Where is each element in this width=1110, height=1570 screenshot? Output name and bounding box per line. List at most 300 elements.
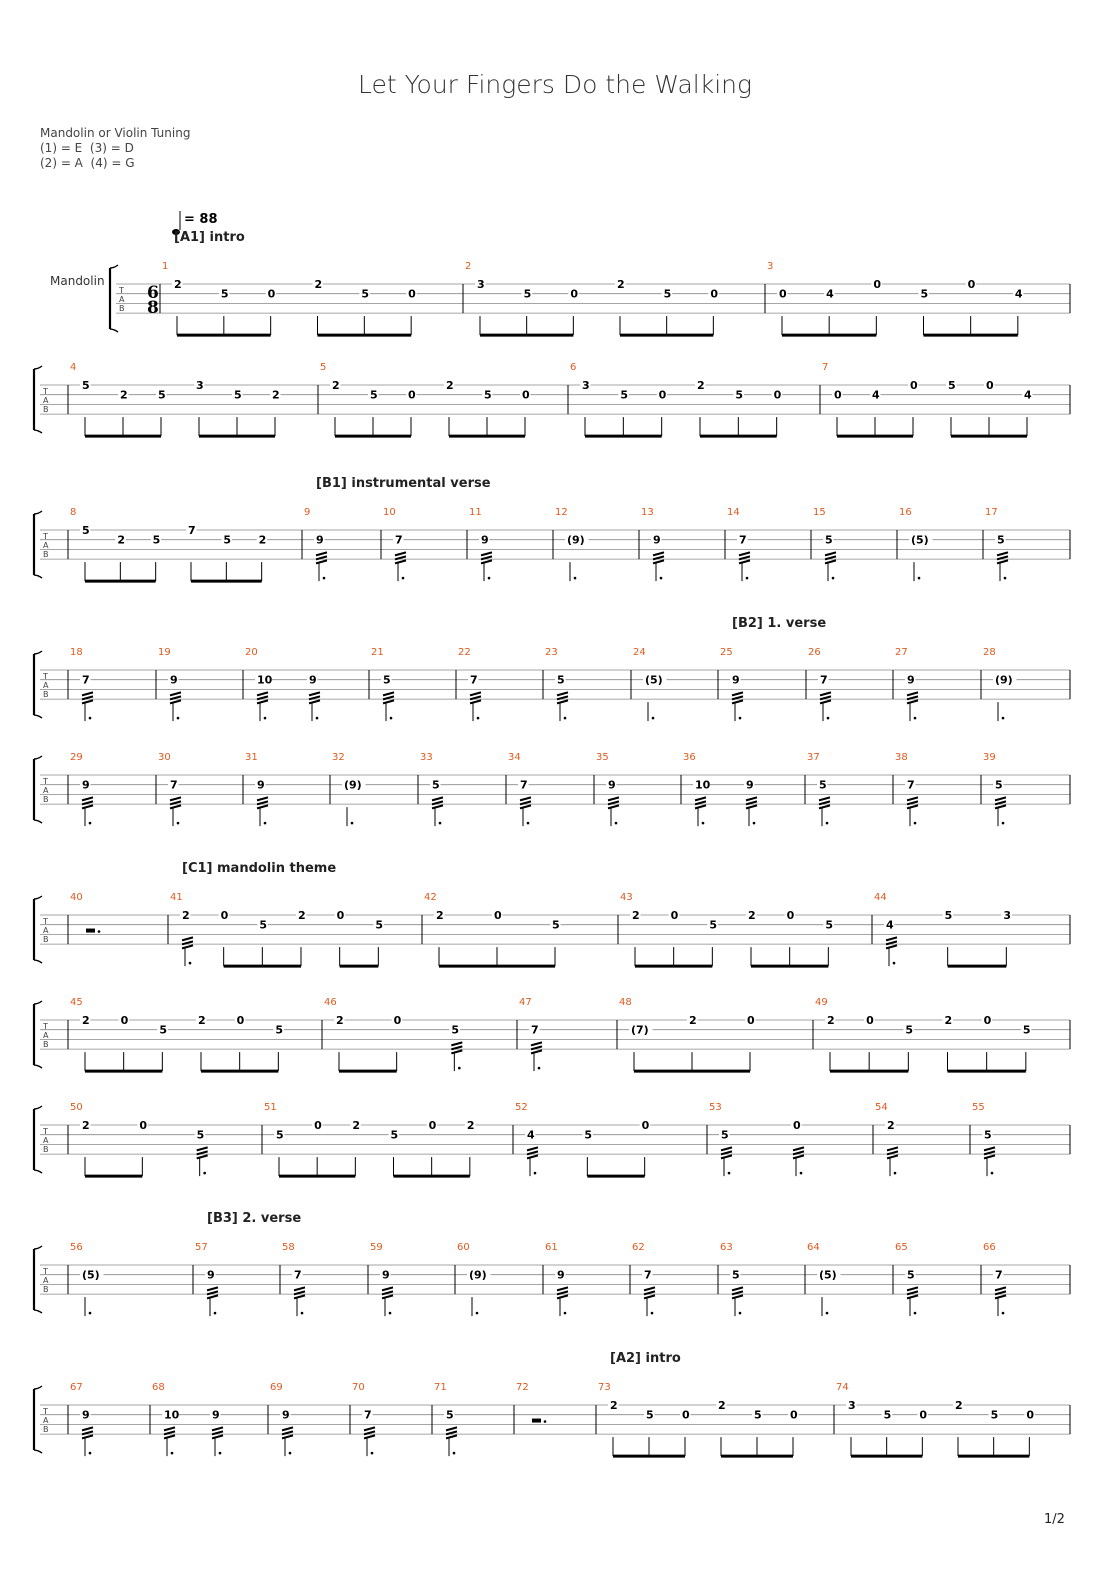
measure-number: 61 <box>545 1242 558 1253</box>
fret-number: 5 <box>1022 1023 1031 1037</box>
system-bracket-hook <box>34 366 42 433</box>
fret-number: 0 <box>1026 1408 1034 1422</box>
fret-number: 0 <box>494 909 502 922</box>
fret-number: 0 <box>236 1014 245 1027</box>
fret-number: 9 <box>82 778 90 792</box>
tremolo-stroke <box>309 692 320 695</box>
measure-number: 7 <box>822 362 829 373</box>
song-title: Let Your Fingers Do the Walking <box>357 70 753 99</box>
duration-dot <box>739 1312 742 1315</box>
tremolo-stroke <box>907 1287 918 1290</box>
fret-number: 4 <box>1014 287 1023 301</box>
duration-dot <box>89 1312 92 1315</box>
fret-number: 0 <box>793 1119 801 1132</box>
duration-dot <box>177 822 180 825</box>
tab-clef-letter: A <box>43 1416 49 1425</box>
fret-number: (5) <box>645 673 663 687</box>
fret-number: 5 <box>275 1023 283 1037</box>
fret-number: 0 <box>786 909 795 922</box>
fret-number: 5 <box>984 1128 992 1142</box>
fret-number: 0 <box>747 1014 755 1027</box>
tremolo-stroke <box>82 1427 93 1430</box>
duration-dot <box>651 1312 654 1315</box>
measure-number: 12 <box>555 507 568 518</box>
duration-dot <box>991 1172 994 1175</box>
fret-number: 9 <box>316 533 324 547</box>
measure-number: 48 <box>619 997 632 1008</box>
fret-number: 7 <box>364 1408 372 1422</box>
measure-number: 27 <box>895 647 908 658</box>
fret-number: 5 <box>883 1408 892 1422</box>
fret-number: 9 <box>481 533 489 547</box>
duration-dot <box>914 822 917 825</box>
fret-number: 7 <box>82 673 90 687</box>
duration-dot <box>264 717 267 720</box>
tab-clef-letter: B <box>43 795 49 804</box>
tremolo-stroke <box>531 1050 542 1053</box>
tremolo-stroke <box>82 692 93 695</box>
measure-number: 58 <box>282 1242 295 1253</box>
section-label: [A2] intro <box>610 1351 681 1366</box>
measure-number: 29 <box>70 752 83 763</box>
measure-number: 57 <box>195 1242 208 1253</box>
measure-number: 54 <box>875 1102 888 1113</box>
measure-number: 18 <box>70 647 83 658</box>
tremolo-stroke <box>82 1435 93 1438</box>
measure-number: 74 <box>836 1382 849 1393</box>
tremolo-stroke <box>793 1155 804 1158</box>
measure-number: 59 <box>370 1242 383 1253</box>
tab-clef-letter: A <box>43 541 49 550</box>
fret-number: 0 <box>866 1014 874 1027</box>
duration-dot <box>615 822 618 825</box>
tremolo-stroke <box>82 700 93 703</box>
measure-number: 10 <box>383 507 396 518</box>
section-label: [A1] intro <box>174 230 245 245</box>
duration-dot <box>746 577 749 580</box>
fret-number: 2 <box>887 1119 895 1132</box>
tab-clef-letter: B <box>43 405 49 414</box>
measure-number: 69 <box>270 1382 283 1393</box>
tremolo-stroke <box>732 700 743 703</box>
duration-dot <box>89 822 92 825</box>
tremolo-stroke <box>997 552 1008 555</box>
duration-dot <box>458 1067 461 1070</box>
fret-number: 7 <box>470 673 478 687</box>
measure-number: 32 <box>332 752 345 763</box>
duration-dot <box>800 1172 803 1175</box>
tremolo-stroke <box>825 552 836 555</box>
measure-number: 72 <box>516 1382 529 1393</box>
fret-number: 5 <box>159 1023 167 1037</box>
duration-dot <box>914 1312 917 1315</box>
fret-number: 2 <box>332 379 340 392</box>
measure-number: 43 <box>620 892 633 903</box>
duration-dot <box>826 1312 829 1315</box>
measure-number: 38 <box>895 752 908 763</box>
system-bracket-hook <box>34 756 42 823</box>
tremolo-stroke <box>907 700 918 703</box>
duration-dot <box>894 1172 897 1175</box>
fret-number: 5 <box>948 379 956 392</box>
fret-number: 2 <box>352 1119 360 1132</box>
fret-number: 0 <box>408 388 416 402</box>
duration-dot <box>219 1452 222 1455</box>
fret-number: 5 <box>82 524 90 537</box>
fret-number: (9) <box>995 673 1013 687</box>
fret-number: 4 <box>886 918 894 932</box>
tremolo-stroke <box>527 1147 538 1150</box>
system-bracket-hook <box>34 511 42 578</box>
fret-number: 5 <box>432 778 440 792</box>
tremolo-stroke <box>984 1147 995 1150</box>
tremolo-stroke <box>644 1295 655 1298</box>
fret-number: 0 <box>658 388 667 402</box>
measure-number: 63 <box>720 1242 733 1253</box>
fret-number: (9) <box>567 533 585 547</box>
fret-number: 7 <box>294 1268 302 1282</box>
fret-number: 3 <box>582 379 590 392</box>
duration-dot <box>652 717 655 720</box>
measure-number: 24 <box>633 647 646 658</box>
measure-number: 8 <box>70 507 77 518</box>
system-bracket-hook <box>34 651 42 718</box>
measure-number: 45 <box>70 997 83 1008</box>
measure-number: 68 <box>152 1382 165 1393</box>
duration-dot <box>389 1312 392 1315</box>
rest-dot <box>544 1420 547 1423</box>
tremolo-stroke <box>793 1147 804 1150</box>
fret-number: 5 <box>276 1128 284 1142</box>
tremolo-stroke <box>825 560 836 563</box>
fret-number: 3 <box>1003 909 1011 922</box>
measure-number: 65 <box>895 1242 908 1253</box>
fret-number: 9 <box>907 673 915 687</box>
tremolo-stroke <box>197 1155 208 1158</box>
tremolo-stroke <box>395 552 406 555</box>
duration-dot <box>453 1452 456 1455</box>
fret-number: 9 <box>309 673 317 687</box>
tremolo-stroke <box>887 1155 898 1158</box>
fret-number: 5 <box>754 1408 762 1422</box>
measure-number: 17 <box>985 507 998 518</box>
tremolo-stroke <box>819 805 830 808</box>
fret-number: 5 <box>82 379 90 392</box>
measure-number: 28 <box>983 647 996 658</box>
fret-number: 7 <box>520 778 528 792</box>
measure-number: 50 <box>70 1102 83 1113</box>
fret-number: 0 <box>120 1014 129 1027</box>
tremolo-stroke <box>732 1287 743 1290</box>
duration-dot <box>316 717 319 720</box>
fret-number: 5 <box>220 287 229 301</box>
fret-number: 2 <box>174 278 182 291</box>
fret-number: 0 <box>670 909 679 922</box>
tremolo-stroke <box>207 1287 218 1290</box>
fret-number: 5 <box>383 673 391 687</box>
measure-number: 1 <box>162 261 169 272</box>
tremolo-stroke <box>446 1435 457 1438</box>
fret-number: 2 <box>82 1119 90 1132</box>
fret-number: 0 <box>910 379 918 392</box>
fret-number: 5 <box>732 1268 740 1282</box>
fret-number: 2 <box>610 1399 618 1412</box>
tab-clef-letter: B <box>43 1145 49 1154</box>
measure-number: 49 <box>815 997 828 1008</box>
fret-number: 5 <box>375 918 383 932</box>
fret-number: 5 <box>234 388 242 402</box>
page-number: 1/2 <box>1044 1512 1065 1527</box>
measure-number: 30 <box>158 752 171 763</box>
fret-number: 2 <box>117 533 125 547</box>
measure-number: 51 <box>264 1102 277 1113</box>
tab-clef-letter: B <box>43 935 49 944</box>
measure-number: 13 <box>641 507 654 518</box>
tremolo-stroke <box>164 1435 175 1438</box>
fret-number: 2 <box>436 909 444 922</box>
fret-number: 5 <box>523 287 532 301</box>
measure-number: 36 <box>683 752 696 763</box>
tremolo-stroke <box>282 1435 293 1438</box>
fret-number: 3 <box>848 1399 856 1412</box>
tremolo-stroke <box>82 805 93 808</box>
fret-number: 2 <box>632 909 640 922</box>
system-bracket-hook <box>34 1001 42 1068</box>
half-rest <box>532 1419 541 1423</box>
tremolo-stroke <box>608 805 619 808</box>
duration-dot <box>826 822 829 825</box>
tremolo-stroke <box>170 700 181 703</box>
fret-number: 5 <box>819 778 827 792</box>
duration-dot <box>214 1312 217 1315</box>
fret-number: 0 <box>873 278 881 291</box>
duration-dot <box>189 962 192 965</box>
half-rest <box>86 929 95 933</box>
duration-dot <box>739 717 742 720</box>
fret-number: 5 <box>446 1408 454 1422</box>
measure-number: 71 <box>434 1382 447 1393</box>
fret-number: 3 <box>196 379 204 392</box>
duration-dot <box>832 577 835 580</box>
tab-clef-letter: B <box>43 1285 49 1294</box>
duration-dot <box>1002 822 1005 825</box>
tab-clef-letter: A <box>43 1276 49 1285</box>
fret-number: 10 <box>164 1408 180 1422</box>
tremolo-stroke <box>212 1427 223 1430</box>
measure-number: 20 <box>245 647 258 658</box>
measure-number: 25 <box>720 647 733 658</box>
fret-number: 4 <box>1024 388 1032 402</box>
measure-number: 62 <box>632 1242 645 1253</box>
fret-number: (5) <box>82 1268 100 1282</box>
tab-clef-letter: T <box>119 286 124 295</box>
fret-number: 5 <box>620 388 628 402</box>
tremolo-stroke <box>557 692 568 695</box>
measure-number: 55 <box>972 1102 985 1113</box>
fret-number: 0 <box>779 287 787 301</box>
fret-number: 5 <box>259 918 267 932</box>
measure-number: 34 <box>508 752 521 763</box>
tremolo-stroke <box>721 1147 732 1150</box>
fret-number: 2 <box>198 1014 206 1027</box>
system-bracket-hook <box>34 1106 42 1173</box>
fret-number: 7 <box>644 1268 652 1282</box>
tremolo-stroke <box>257 797 268 800</box>
tab-clef-letter: T <box>43 387 48 396</box>
duration-dot <box>918 577 921 580</box>
fret-number: 0 <box>570 287 578 301</box>
tremolo-stroke <box>364 1427 375 1430</box>
tuning-line-2: (2) = A (4) = G <box>40 156 135 170</box>
fret-number: 0 <box>967 278 976 291</box>
fret-number: 7 <box>395 533 403 547</box>
tremolo-stroke <box>383 700 394 703</box>
fret-number: 2 <box>446 379 454 392</box>
fret-number: 9 <box>608 778 616 792</box>
tremolo-stroke <box>984 1155 995 1158</box>
fret-number: 2 <box>748 909 756 922</box>
tab-clef-letter: B <box>43 1425 49 1434</box>
tremolo-stroke <box>282 1427 293 1430</box>
fret-number: 5 <box>370 388 378 402</box>
duration-dot <box>564 717 567 720</box>
tremolo-stroke <box>520 797 531 800</box>
measure-number: 5 <box>320 362 327 373</box>
fret-number: 2 <box>258 533 267 547</box>
tremolo-stroke <box>212 1435 223 1438</box>
duration-dot <box>402 577 405 580</box>
tremolo-stroke <box>995 797 1006 800</box>
tab-clef-letter: B <box>43 550 49 559</box>
tremolo-stroke <box>364 1435 375 1438</box>
tremolo-stroke <box>257 692 268 695</box>
measure-number: 35 <box>596 752 609 763</box>
duration-dot <box>301 1312 304 1315</box>
duration-dot <box>527 822 530 825</box>
tab-clef-letter: A <box>43 1136 49 1145</box>
tremolo-stroke <box>907 797 918 800</box>
fret-number: 5 <box>997 533 1005 547</box>
duration-dot <box>351 822 354 825</box>
fret-number: 0 <box>408 287 416 301</box>
duration-dot <box>827 717 830 720</box>
fret-number: 0 <box>919 1408 927 1422</box>
duration-dot <box>534 1172 537 1175</box>
fret-number: 0 <box>393 1014 402 1027</box>
tremolo-stroke <box>746 805 757 808</box>
fret-number: (7) <box>631 1023 649 1037</box>
fret-number: 0 <box>986 379 994 392</box>
fret-number: 9 <box>746 778 754 792</box>
tremolo-stroke <box>907 805 918 808</box>
fret-number: 9 <box>212 1408 220 1422</box>
tremolo-stroke <box>739 560 750 563</box>
duration-dot <box>893 962 896 965</box>
fret-number: 7 <box>739 533 747 547</box>
fret-number: 5 <box>990 1408 999 1422</box>
tremolo-stroke <box>383 692 394 695</box>
measure-number: 40 <box>70 892 83 903</box>
tremolo-stroke <box>164 1427 175 1430</box>
system-bracket-hook <box>34 1246 42 1313</box>
tremolo-stroke <box>732 692 743 695</box>
tremolo-stroke <box>294 1287 305 1290</box>
duration-dot <box>171 1452 174 1455</box>
fret-number: 5 <box>663 287 672 301</box>
measure-number: 64 <box>807 1242 820 1253</box>
measure-number: 44 <box>874 892 887 903</box>
tremolo-stroke <box>995 1295 1006 1298</box>
fret-number: (5) <box>911 533 929 547</box>
tremolo-stroke <box>481 552 492 555</box>
duration-dot <box>476 1312 479 1315</box>
duration-dot <box>477 717 480 720</box>
tremolo-stroke <box>819 797 830 800</box>
measure-number: 42 <box>424 892 437 903</box>
tremolo-stroke <box>382 1295 393 1298</box>
fret-number: 2 <box>82 1014 90 1027</box>
measure-number: 2 <box>465 261 472 272</box>
fret-number: 5 <box>223 533 231 547</box>
tremolo-stroke <box>695 805 706 808</box>
fret-number: 5 <box>158 388 166 402</box>
tab-clef-letter: A <box>119 295 125 304</box>
measure-number: 67 <box>70 1382 83 1393</box>
tremolo-stroke <box>527 1155 538 1158</box>
fret-number: 2 <box>466 1119 475 1132</box>
duration-dot <box>371 1452 374 1455</box>
section-label: [C1] mandolin theme <box>182 861 337 876</box>
tremolo-stroke <box>182 945 193 948</box>
tremolo-stroke <box>170 797 181 800</box>
duration-dot <box>1002 1312 1005 1315</box>
fret-number: 0 <box>641 1119 650 1132</box>
duration-dot <box>89 1452 92 1455</box>
fret-number: 0 <box>336 909 345 922</box>
fret-number: 2 <box>314 278 323 291</box>
measure-number: 19 <box>158 647 171 658</box>
system-bracket-hook <box>34 896 42 963</box>
fret-number: 5 <box>196 1128 205 1142</box>
measure-number: 33 <box>420 752 433 763</box>
fret-number: 5 <box>646 1408 654 1422</box>
measure-number: 70 <box>352 1382 365 1393</box>
tremolo-stroke <box>294 1295 305 1298</box>
measure-number: 31 <box>245 752 258 763</box>
tremolo-stroke <box>820 692 831 695</box>
fret-number: 9 <box>557 1268 565 1282</box>
duration-dot <box>660 577 663 580</box>
tremolo-stroke <box>644 1287 655 1290</box>
duration-dot <box>177 717 180 720</box>
tab-clef-letter: T <box>43 1127 48 1136</box>
section-label: [B1] instrumental verse <box>316 476 491 491</box>
fret-number: 7 <box>995 1268 1003 1282</box>
tremolo-stroke <box>887 1147 898 1150</box>
time-signature-bottom: 8 <box>147 298 159 318</box>
duration-dot <box>203 1172 206 1175</box>
tremolo-stroke <box>446 1427 457 1430</box>
fret-number: 0 <box>428 1119 437 1132</box>
measure-number: 21 <box>371 647 384 658</box>
fret-number: 2 <box>944 1014 953 1027</box>
measure-number: 56 <box>70 1242 83 1253</box>
tremolo-stroke <box>907 1295 918 1298</box>
fret-number: 0 <box>522 388 530 402</box>
duration-dot <box>1004 577 1007 580</box>
duration-dot <box>289 1452 292 1455</box>
tremolo-stroke <box>995 1287 1006 1290</box>
